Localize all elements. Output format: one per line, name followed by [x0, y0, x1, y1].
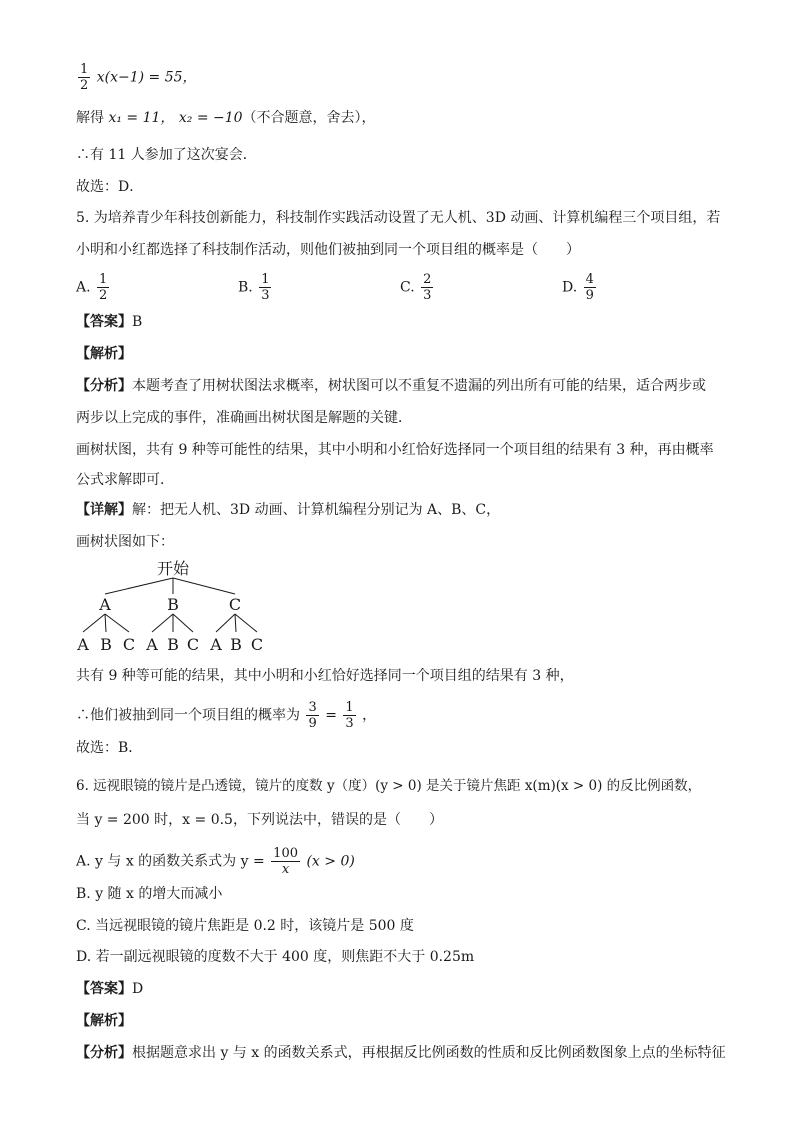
- question-5-line-1: 5. 为培养青少年科技创新能力，科技制作实践活动设置了无人机、3D 动画、计算机编程三个项目组，若: [76, 210, 721, 226]
- equation-text: x(x−1) = 55，: [96, 69, 197, 86]
- tree-edge: [216, 614, 235, 632]
- question-5-line-2: 小明和小红都选择了科技制作活动，则他们被抽到同一个项目组的概率是（ ）: [76, 242, 580, 258]
- analysis-heading-q6: 【解析】: [76, 1013, 132, 1029]
- tree-edge: [235, 614, 257, 632]
- answer-line-q6: 【答案】D: [76, 981, 144, 997]
- tree-edge: [173, 614, 193, 632]
- option-6c: C. 当远视眼镜的镜片焦距是 0.2 时，该镜片是 500 度: [76, 918, 414, 934]
- tree-edge: [83, 614, 105, 632]
- tree-leaf: A: [77, 635, 89, 654]
- method-line-2: 公式求解即可．: [76, 472, 174, 488]
- equation-line: [76, 62, 197, 93]
- probability-line: ∴他们被抽到同一个项目组的概率为 $\frac{3}{9}$ = $\frac{1}{3}$ ，: [76, 700, 377, 731]
- analysis-line-1: 【分析】本题考查了用树状图法求概率，树状图可以不重复不遗漏的列出所有可能的结果，适合两步或: [76, 378, 706, 394]
- tree-edge: [105, 614, 106, 632]
- tree-leaf: A: [146, 635, 158, 654]
- question-6-line-1: 6. 远视眼镜的镜片是凸透镜，镜片的度数 y（度）(y > 0) 是关于镜片焦距 x(m)(x > 0) 的反比例函数，: [76, 778, 702, 794]
- choice-line: 故选：D．: [76, 179, 144, 195]
- tree-leaf: A: [210, 635, 222, 654]
- analysis-heading: 【解析】: [76, 346, 132, 362]
- tree-edge: [173, 578, 235, 594]
- fraction: $\frac{1}{2}$: [80, 62, 89, 93]
- tree-node-c: C: [228, 595, 242, 614]
- tree-leaf: B: [100, 635, 112, 654]
- result-line: 共有 9 种等可能的结果，其中小明和小红恰好选择同一个项目组的结果有 3 种，: [76, 668, 574, 684]
- option-b: B. $\frac{1}{3}$: [238, 272, 270, 303]
- tree-leaf: B: [167, 635, 179, 654]
- tree-node-b: B: [167, 595, 179, 614]
- conclusion-line: ∴有 11 人参加了这次宴会．: [76, 147, 257, 163]
- detail-line: 【详解】解：把无人机、3D 动画、计算机编程分别记为 A、B、C，: [76, 502, 501, 518]
- option-6d: D. 若一副远视眼镜的度数不大于 400 度，则焦距不大于 0.25m: [76, 949, 475, 965]
- option-6a: A. y 与 x 的函数关系式为 y = $\frac{100}{x}$ (x > 0): [76, 846, 355, 877]
- option-6b: B. y 随 x 的增大而减小: [76, 886, 223, 902]
- analysis-line-q6: 【分析】根据题意求出 y 与 x 的函数关系式，再根据反比例函数的性质和反比例函数图象上点的坐标特征: [76, 1045, 726, 1061]
- tree-leaf: C: [122, 635, 136, 654]
- tree-edge: [152, 614, 173, 632]
- tree-leaf: C: [186, 635, 200, 654]
- method-line-1: 画树状图，共有 9 种等可能性的结果，其中小明和小红恰好选择同一个项目组的结果有 3 种，再由概率: [76, 442, 714, 458]
- tree-leaf: C: [250, 635, 264, 654]
- option-d: D. $\frac{4}{9}$: [562, 272, 594, 303]
- answer-line: 【答案】B: [76, 314, 143, 330]
- choice-line-q5: 故选：B．: [76, 740, 143, 756]
- tree-root: 开始: [156, 559, 190, 578]
- tree-edge: [105, 578, 173, 594]
- option-a: A. $\frac{1}{2}$: [76, 272, 108, 303]
- draw-tree-line: 画树状图如下：: [76, 534, 174, 550]
- tree-node-a: A: [99, 595, 111, 614]
- tree-edge: [235, 614, 236, 632]
- option-c: C. $\frac{2}{3}$: [400, 272, 432, 303]
- tree-diagram: [70, 556, 280, 656]
- tree-edge: [105, 614, 129, 632]
- solution-line: 解得 x₁ = 11， x₂ = −10（不合题意，舍去），: [76, 110, 376, 126]
- question-6-line-2: 当 y = 200 时，x = 0.5，下列说法中，错误的是（ ）: [76, 812, 443, 828]
- tree-leaf: B: [230, 635, 242, 654]
- analysis-line-2: 两步以上完成的事件，准确画出树状图是解题的关键．: [76, 410, 412, 426]
